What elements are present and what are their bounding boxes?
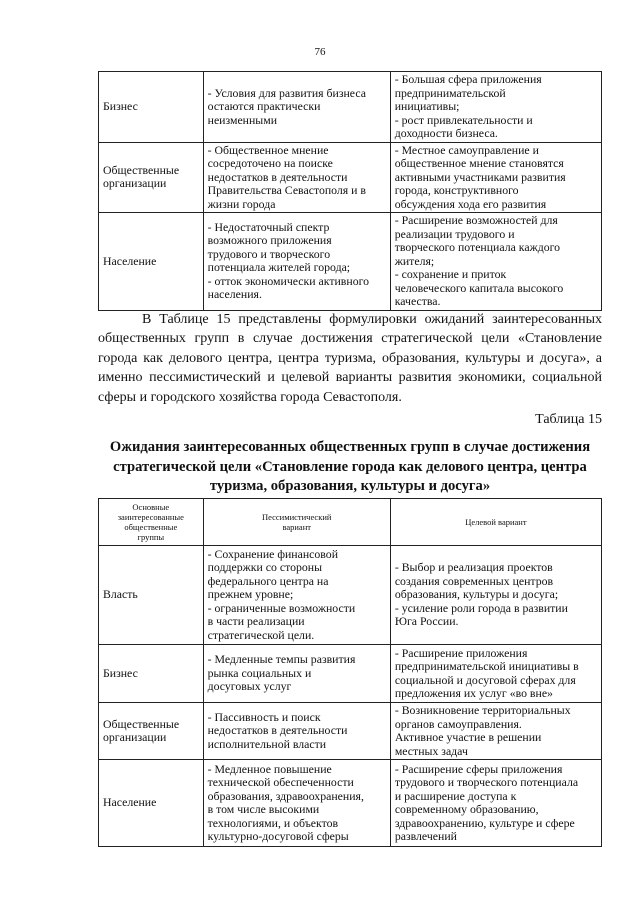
header-group-text: Основные заинтересованные общественные группы: [117, 502, 184, 542]
group-name: Население: [103, 795, 157, 810]
pessimistic-text: - Сохранение финансовой поддержки со стороны федерального центра на прежнем уровне; - ограниченные возможности в части реализации стратегической цели.: [207, 546, 356, 642]
group-name: Общественные организации: [103, 716, 180, 744]
target-text: - Возникновение территориальных органов самоуправления. Активное участие в решении местных задач: [394, 703, 571, 758]
target-cell: [390, 213, 601, 311]
group-cell: [99, 213, 204, 311]
pessimistic-text: - Недостаточный спектр возможного приложения трудового и творческого потенциала жителей города; - отток экономически активного населения.: [207, 219, 370, 302]
pessimistic-text: - Пассивность и поиск недостатков в деятельности исполнительной власти: [207, 709, 348, 751]
group-cell: [99, 72, 204, 143]
table-title: Ожидания заинтересованных общественных групп в случае достижения стратегической цели «Становление города как делового центра, центра туризма, образования, культуры и досуга»: [109, 439, 591, 494]
pessimistic-text: - Общественное мнение сосредоточено на поиске недостатков в деятельности Правительства Севастополя и в жизни города: [207, 142, 366, 211]
header-pessimistic-text: Пессимистический вариант: [261, 512, 332, 532]
table-row: [99, 760, 602, 847]
pessimistic-cell: [203, 72, 390, 143]
target-text: - Расширение сферы приложения трудового и творческого потенциала и расширение доступа к современному образованию, здравоохранению, культуре и сфере развлечений: [394, 761, 579, 843]
target-cell: [390, 142, 601, 213]
target-text: - Расширение приложения предпринимательской инициативы в социальной и досуговой сферах для предложения их услуг «во вне»: [394, 645, 579, 700]
pessimistic-text: - Медленное повышение технической обеспеченности образования, здравоохранения, в том числе высокими технологиями, и объектов культурно-досуговой сферы: [207, 761, 364, 843]
target-cell: [390, 760, 601, 847]
group-cell: [99, 760, 204, 847]
table-row: [99, 645, 602, 703]
header-target: [390, 499, 601, 546]
target-cell: [390, 703, 601, 760]
pessimistic-cell: [203, 645, 390, 703]
body-paragraph: В Таблице 15 представлены формулировки ожиданий заинтересованных общественных групп в случае достижения стратегической цели «Становление города как делового центра, центра туризма, образования, культуры и досуга», а именно пессимистический и целевой варианты развития экономики, социальной сферы и городского хозяйства города Севастополя.: [98, 312, 602, 405]
group-cell: [99, 703, 204, 760]
table-row: [99, 546, 602, 645]
group-name: Бизнес: [103, 99, 138, 113]
target-text: - Расширение возможностей для реализации трудового и творческого потенциала каждого жителя; - сохранение и приток человеческого капитала высокого качества.: [394, 213, 564, 308]
expectations-table-continued: [98, 71, 602, 311]
group-name: Население: [103, 253, 157, 268]
header-target-text: Целевой вариант: [465, 517, 527, 527]
expectations-table: [98, 498, 602, 847]
page-number: 76: [314, 46, 326, 58]
pessimistic-cell: [203, 703, 390, 760]
target-text: - Большая сфера приложения предпринимательской инициативы; - рост привлекательности и доходности бизнеса.: [394, 72, 542, 140]
group-name: Общественные организации: [103, 162, 180, 191]
header-group: [99, 499, 204, 546]
group-cell: [99, 645, 204, 703]
target-cell: [390, 645, 601, 703]
header-pessimistic: [203, 499, 390, 546]
group-name: Власть: [103, 587, 138, 602]
table-row: [99, 142, 602, 213]
group-cell: [99, 142, 204, 213]
pessimistic-cell: [203, 213, 390, 311]
table-header-row: [99, 499, 602, 546]
group-cell: [99, 546, 204, 645]
pessimistic-text: - Условия для развития бизнеса остаются практически неизменными: [207, 85, 366, 127]
table-label: Таблица 15: [535, 412, 602, 427]
target-text: - Местное самоуправление и общественное мнение становятся активными участниками развития города, конструктивного обсуждения хода его развития: [394, 142, 566, 211]
table-row: [99, 213, 602, 311]
pessimistic-cell: [203, 546, 390, 645]
pessimistic-text: - Медленные темпы развития рынка социальных и досуговых услуг: [207, 652, 356, 694]
pessimistic-cell: [203, 760, 390, 847]
pessimistic-cell: [203, 142, 390, 213]
group-name: Бизнес: [103, 665, 138, 680]
table-row: [99, 703, 602, 760]
target-cell: [390, 546, 601, 645]
target-cell: [390, 72, 601, 143]
target-text: - Выбор и реализация проектов создания современных центров образования, культуры и досуга; - усиление роли города в развитии Юга России.: [394, 560, 568, 629]
table-row: [99, 72, 602, 143]
